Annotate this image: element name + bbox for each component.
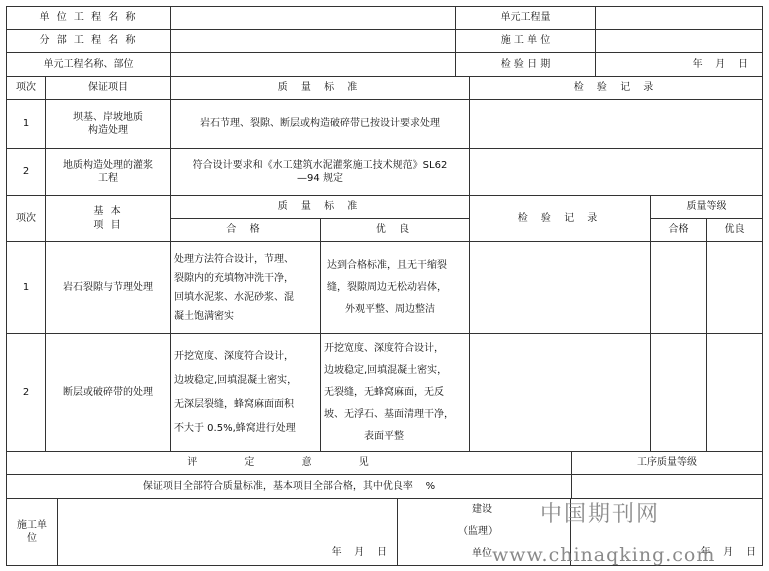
guarantee-row-standard-line: 符合设计要求和《水工建筑水泥灌浆施工技术规范》SL62 bbox=[192, 159, 448, 171]
unit-quantity-label: 单元工程量 bbox=[455, 6, 596, 30]
division-label: 分 部 工 程 名 称 bbox=[6, 29, 171, 53]
basic-row-excellent-line: 边坡稳定,回填混凝土密实， bbox=[324, 364, 448, 376]
basic-col-qualified: 合 格 bbox=[170, 218, 321, 242]
basic-row-qualified-line: 凝土饱满密实 bbox=[174, 310, 234, 322]
unit-project-label: 单 位 工 程 名 称 bbox=[6, 6, 171, 30]
guarantee-row-item-line: 构造处理 bbox=[88, 125, 128, 136]
basic-row-qualified-line: 边坡稳定,回填混凝土密实， bbox=[174, 374, 298, 386]
basic-col-excellent: 优 良 bbox=[320, 218, 470, 242]
guarantee-row-no: 1 bbox=[6, 99, 46, 149]
basic-row-excellent-line: 缝，裂隙周边无松动岩体， bbox=[327, 281, 447, 293]
construction-unit-value[interactable] bbox=[595, 29, 763, 53]
basic-row-grade-excellent[interactable] bbox=[706, 333, 763, 452]
basic-col-standard: 质 量 标 准 bbox=[170, 195, 470, 219]
supervision-signature-label-line: 建设 bbox=[472, 504, 492, 515]
basic-row-record[interactable] bbox=[469, 333, 651, 452]
basic-row-qualified bbox=[170, 241, 321, 334]
basic-row-grade-qualified[interactable] bbox=[650, 241, 707, 334]
basic-row-no: 1 bbox=[6, 241, 46, 334]
basic-col-grade-qualified: 合格 bbox=[650, 218, 707, 242]
inspection-date-value[interactable]: 年 月 日 bbox=[595, 52, 763, 77]
guarantee-row-standard-line: —94 规定 bbox=[297, 173, 343, 184]
basic-row-qualified-line: 裂隙内的充填物冲洗干净， bbox=[174, 272, 294, 284]
construction-signature-label-line: 位 bbox=[27, 533, 37, 544]
unit-quantity-value[interactable] bbox=[595, 6, 763, 30]
guarantee-col-item: 保证项目 bbox=[45, 76, 171, 100]
basic-row-excellent-line: 无裂缝，无蜂窝麻面，无反 bbox=[324, 386, 444, 398]
watermark-url: www.chinaqking.com bbox=[492, 544, 716, 566]
basic-col-item-line: 项 目 bbox=[93, 219, 123, 231]
basic-col-grade-excellent: 优良 bbox=[706, 218, 763, 242]
basic-col-record: 检 验 记 录 bbox=[469, 195, 651, 242]
basic-row-grade-qualified[interactable] bbox=[650, 333, 707, 452]
supervision-signature-label-line: 单位 bbox=[472, 548, 492, 559]
guarantee-row-item bbox=[45, 99, 171, 149]
guarantee-row-standard bbox=[170, 148, 470, 196]
basic-row-qualified-line: 开挖宽度、深度符合设计， bbox=[174, 350, 294, 362]
basic-row-excellent bbox=[320, 241, 470, 334]
supervision-signature-label-line: （监理） bbox=[458, 526, 498, 537]
unit-name-value[interactable] bbox=[170, 52, 456, 77]
watermark-cn: 中国期刊网 bbox=[540, 502, 661, 527]
basic-row-qualified-line: 处理方法符合设计，节理、 bbox=[174, 253, 294, 265]
unit-project-value[interactable] bbox=[170, 6, 456, 30]
basic-col-no: 项次 bbox=[6, 195, 46, 242]
basic-row-excellent-line: 开挖宽度、深度符合设计， bbox=[324, 342, 444, 354]
construction-signature-date[interactable]: 年 月 日 bbox=[57, 498, 398, 566]
guarantee-row-no: 2 bbox=[6, 148, 46, 196]
construction-unit-label: 施 工 单 位 bbox=[455, 29, 596, 53]
basic-row-no: 2 bbox=[6, 333, 46, 452]
construction-signature-label-line: 施工单 bbox=[17, 519, 47, 531]
basic-row-grade-excellent[interactable] bbox=[706, 241, 763, 334]
guarantee-row-item-line: 工程 bbox=[98, 173, 118, 184]
inspection-date-label: 检 验 日 期 bbox=[455, 52, 596, 77]
guarantee-col-standard: 质 量 标 准 bbox=[170, 76, 470, 100]
basic-col-grade: 质量等级 bbox=[650, 195, 763, 219]
basic-row-qualified-line: 回填水泥浆、水泥砂浆、混 bbox=[174, 291, 294, 303]
guarantee-row-record[interactable] bbox=[469, 99, 763, 149]
basic-row-excellent-line: 达到合格标准，且无干缩裂 bbox=[327, 259, 447, 271]
evaluation-summary: 保证项目全部符合质量标准，基本项目全部合格，其中优良率 % bbox=[6, 474, 572, 499]
basic-row-qualified bbox=[170, 333, 321, 452]
basic-row-qualified-line: 无深层裂缝，蜂窝麻面面积 bbox=[174, 398, 294, 410]
unit-name-label: 单元工程名称、部位 bbox=[6, 52, 171, 77]
basic-row-item: 断层或破碎带的处理 bbox=[45, 333, 171, 452]
basic-row-excellent bbox=[320, 333, 470, 452]
guarantee-col-no: 项次 bbox=[6, 76, 46, 100]
evaluation-grade-value[interactable] bbox=[571, 474, 763, 499]
guarantee-row-item-line: 地质构造处理的灌浆 bbox=[63, 159, 153, 171]
guarantee-row-item-line: 坝基、岸坡地质 bbox=[73, 111, 143, 123]
basic-row-qualified-line: 不大于 0.5%,蜂窝进行处理 bbox=[174, 422, 296, 434]
basic-col-item-line: 基 本 bbox=[93, 206, 123, 217]
construction-signature-label bbox=[6, 498, 58, 566]
supervision-signature-date[interactable]: 年 月 日 bbox=[570, 498, 763, 566]
basic-col-item bbox=[45, 195, 171, 242]
basic-row-record[interactable] bbox=[469, 241, 651, 334]
division-value[interactable] bbox=[170, 29, 456, 53]
evaluation-grade-label: 工序质量等级 bbox=[571, 451, 763, 475]
evaluation-opinion-label: 评 定 意 见 bbox=[6, 451, 572, 475]
basic-row-excellent-line: 坡、无浮石、基面清理干净， bbox=[324, 408, 454, 420]
guarantee-row-standard: 岩石节理、裂隙、断层或构造破碎带已按设计要求处理 bbox=[170, 99, 470, 149]
basic-row-excellent-line: 外观平整、周边整洁 bbox=[345, 303, 435, 315]
basic-row-excellent-line: 表面平整 bbox=[364, 430, 404, 442]
guarantee-col-record: 检 验 记 录 bbox=[469, 76, 763, 100]
basic-row-item: 岩石裂隙与节理处理 bbox=[45, 241, 171, 334]
guarantee-row-item bbox=[45, 148, 171, 196]
guarantee-row-record[interactable] bbox=[469, 148, 763, 196]
